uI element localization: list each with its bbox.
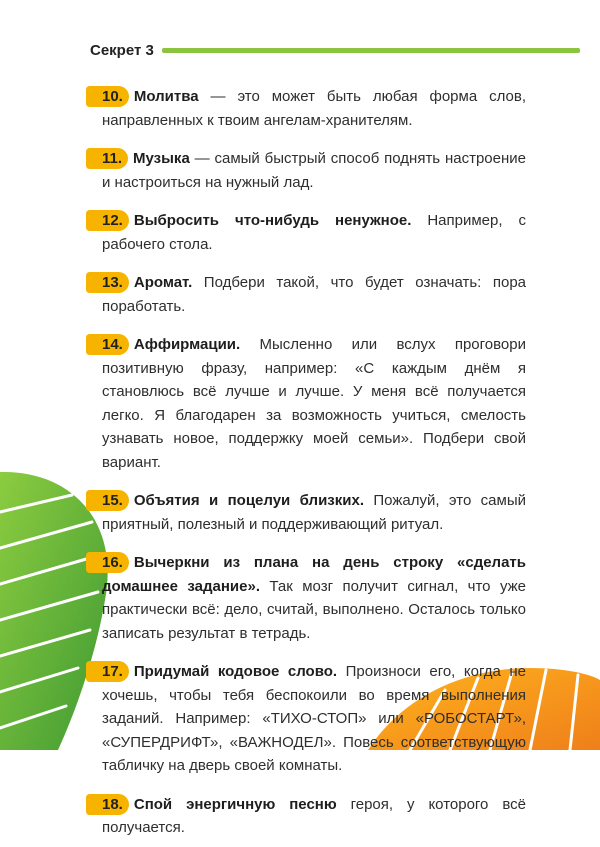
tip-item-15 <box>102 489 526 536</box>
tip-item-18 <box>102 793 526 840</box>
tip-title: Музыка <box>133 150 190 167</box>
tip-item-12 <box>102 209 526 256</box>
tip-item-14 <box>102 333 526 474</box>
page-header <box>90 40 580 60</box>
tip-item-10 <box>102 85 526 132</box>
tip-item-16 <box>102 551 526 645</box>
tip-text: Подбери такой, что будет означать: пора поработать. <box>102 274 526 315</box>
green-leaf-shape <box>0 472 108 750</box>
tip-text: Так мозг получит сигнал, что уже практически всё: дело, считай, выполнено. Осталось только записать результат в тетрадь. <box>102 577 526 642</box>
tip-text: Пожалуй, это самый приятный, полезный и поддерживающий ритуал. <box>102 492 526 533</box>
tip-number-badge: 12. <box>86 210 129 231</box>
tip-number-badge: 16. <box>86 552 129 573</box>
tip-title: Вычеркни из плана на день строку «сделать домашнее задание». <box>102 554 526 595</box>
tip-item-11 <box>102 147 526 194</box>
tip-text: Мысленно или вслух проговори позитивную фразу, например: «С каждым днём я становлюсь всё лучше и лучше. У меня всё получается легко. Я благодарен за возможность учиться, смелость узнавать новое, поддержку моей семьи». Подбери свой вариант. <box>102 336 526 471</box>
tip-title: Аромат. <box>133 274 193 291</box>
tip-title: Спой энергичную песню <box>133 795 337 813</box>
tip-number-badge: 13. <box>86 272 129 293</box>
tip-text: — это может быть любая форма слов, направленных к твоим ангелам-хранителям. <box>102 88 526 129</box>
tip-title: Объятия и поцелуи близких. <box>133 492 365 509</box>
tip-title: Аффирмации. <box>133 336 241 353</box>
tip-title: Молитва <box>133 88 199 105</box>
tip-number-badge: 14. <box>86 334 129 355</box>
tip-number-badge: 11. <box>86 148 128 169</box>
tip-text: Например, с рабочего стола. <box>102 212 526 253</box>
header-accent-line <box>162 48 580 53</box>
tip-number-badge: 17. <box>86 661 129 682</box>
tip-text: — самый быстрый способ поднять настроение и настроиться на нужный лад. <box>102 150 526 191</box>
tip-number-badge: 10. <box>86 86 129 107</box>
tip-number-badge: 18. <box>86 794 129 815</box>
tip-text: Произноси его, когда не хочешь, чтобы тебя беспокоили во время выполнения заданий. Например: «ТИХО-СТОП» или «РОБОСТАРТ», «СУПЕРДРИФТ», «ВАЖНОДЕЛ». Повесь соответствующую табличку на дверь своей комнаты. <box>102 663 526 774</box>
section-label: Секрет 3 <box>90 42 154 59</box>
tip-item-13 <box>102 271 526 318</box>
tip-title: Выбросить что-нибудь ненужное. <box>133 212 412 229</box>
tip-number-badge: 15. <box>86 490 129 511</box>
tips-list <box>102 70 526 847</box>
tip-text: героя, у которого всё получается. <box>102 795 526 836</box>
tip-title: Придумай кодовое слово. <box>133 663 338 680</box>
tip-item-17 <box>102 660 526 778</box>
